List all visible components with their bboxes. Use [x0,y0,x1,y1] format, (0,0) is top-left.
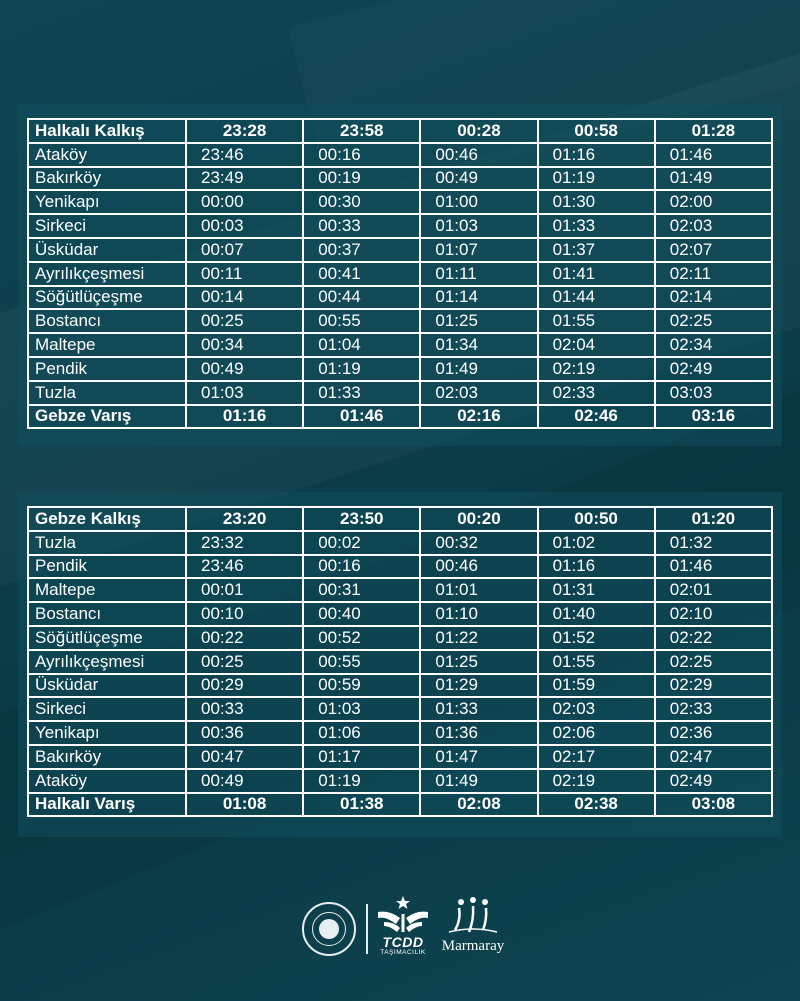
time-cell: 02:10 [655,602,772,626]
time-cell: 01:31 [538,578,655,602]
tcdd-subtitle: TAŞIMACILIK [380,949,426,956]
station-row [28,214,772,238]
time-cell: 00:41 [303,262,420,286]
time-cell: 23:46 [186,143,303,167]
time-cell: 00:14 [186,286,303,310]
time-cell: 02:49 [655,769,772,793]
station-row [28,309,772,333]
tcdd-emblem-icon [374,894,432,934]
marmaray-emblem-icon [443,896,503,936]
time-cell: 01:03 [303,697,420,721]
time-cell: 01:16 [538,555,655,579]
logo-divider [366,904,368,954]
station-row [28,167,772,191]
station-row [28,286,772,310]
time-cell: 00:44 [303,286,420,310]
station-row [28,238,772,262]
time-cell: 23:50 [303,507,420,531]
time-cell: 00:32 [420,531,537,555]
time-cell: 00:55 [303,650,420,674]
time-cell: 03:08 [655,793,772,817]
station-row [28,697,772,721]
departure-row [28,507,772,531]
station-name-cell: Söğütlüçeşme [28,286,186,310]
time-cell: 01:08 [186,793,303,817]
time-cell: 01:22 [420,626,537,650]
time-cell: 01:33 [420,697,537,721]
time-cell: 02:01 [655,578,772,602]
time-cell: 00:03 [186,214,303,238]
time-cell: 00:25 [186,309,303,333]
time-cell: 00:49 [186,357,303,381]
station-name-cell: Bostancı [28,602,186,626]
time-cell: 00:16 [303,143,420,167]
time-cell: 01:40 [538,602,655,626]
station-name-cell: Tuzla [28,381,186,405]
time-cell: 00:36 [186,721,303,745]
station-name-cell: Söğütlüçeşme [28,626,186,650]
time-cell: 01:03 [186,381,303,405]
time-cell: 01:59 [538,674,655,698]
time-cell: 01:20 [655,507,772,531]
time-cell: 02:00 [655,190,772,214]
time-cell: 01:38 [303,793,420,817]
time-cell: 00:30 [303,190,420,214]
time-cell: 23:46 [186,555,303,579]
time-cell: 01:34 [420,333,537,357]
timetable-body [28,507,772,816]
station-row [28,190,772,214]
time-cell: 01:29 [420,674,537,698]
time-cell: 02:04 [538,333,655,357]
time-cell: 01:11 [420,262,537,286]
time-cell: 02:17 [538,745,655,769]
arrival-row [28,793,772,817]
time-cell: 02:36 [655,721,772,745]
time-cell: 01:52 [538,626,655,650]
time-cell: 01:47 [420,745,537,769]
station-row [28,555,772,579]
time-cell: 01:19 [303,357,420,381]
time-cell: 01:36 [420,721,537,745]
station-name-cell: Üsküdar [28,674,186,698]
footer-logos [300,888,510,968]
time-cell: 01:00 [420,190,537,214]
time-cell: 01:19 [538,167,655,191]
station-name-cell: Ataköy [28,143,186,167]
time-cell: 00:49 [420,167,537,191]
station-row [28,650,772,674]
time-cell: 02:34 [655,333,772,357]
time-cell: 00:46 [420,143,537,167]
time-cell: 01:49 [655,167,772,191]
time-cell: 00:59 [303,674,420,698]
time-cell: 01:16 [538,143,655,167]
time-cell: 01:28 [655,119,772,143]
time-cell: 00:25 [186,650,303,674]
station-name-cell: Sirkeci [28,214,186,238]
time-cell: 02:49 [655,357,772,381]
station-row [28,357,772,381]
time-cell: 02:46 [538,405,655,429]
station-name-cell: Bakırköy [28,167,186,191]
time-cell: 01:33 [303,381,420,405]
time-cell: 02:08 [420,793,537,817]
ministry-seal-icon [302,902,356,956]
time-cell: 01:30 [538,190,655,214]
time-cell: 02:19 [538,357,655,381]
time-cell: 01:06 [303,721,420,745]
time-cell: 01:02 [538,531,655,555]
station-row [28,143,772,167]
time-cell: 02:14 [655,286,772,310]
time-cell: 02:25 [655,309,772,333]
time-cell: 00:34 [186,333,303,357]
marmaray-logo [436,896,510,966]
time-cell: 00:33 [303,214,420,238]
tcdd-name: TCDD [382,934,424,950]
time-cell: 01:46 [303,405,420,429]
time-cell: 01:04 [303,333,420,357]
station-row [28,745,772,769]
time-cell: 02:03 [420,381,537,405]
station-name-cell: Tuzla [28,531,186,555]
arrival-row [28,405,772,429]
time-cell: 00:58 [538,119,655,143]
station-name-cell: Halkalı Kalkış [28,119,186,143]
time-cell: 00:01 [186,578,303,602]
time-cell: 01:17 [303,745,420,769]
station-row [28,381,772,405]
time-cell: 00:40 [303,602,420,626]
time-cell: 01:49 [420,357,537,381]
time-cell: 00:07 [186,238,303,262]
time-cell: 01:55 [538,650,655,674]
station-name-cell: Pendik [28,357,186,381]
time-cell: 01:44 [538,286,655,310]
time-cell: 02:11 [655,262,772,286]
time-cell: 02:47 [655,745,772,769]
time-cell: 02:16 [420,405,537,429]
station-name-cell: Ayrılıkçeşmesi [28,650,186,674]
station-name-cell: Ayrılıkçeşmesi [28,262,186,286]
station-name-cell: Gebze Kalkış [28,507,186,531]
time-cell: 00:49 [186,769,303,793]
time-cell: 23:49 [186,167,303,191]
timetable-halkali-to-gebze [27,118,773,429]
time-cell: 00:46 [420,555,537,579]
station-name-cell: Üsküdar [28,238,186,262]
time-cell: 00:52 [303,626,420,650]
station-name-cell: Yenikapı [28,721,186,745]
time-cell: 01:25 [420,309,537,333]
time-cell: 01:10 [420,602,537,626]
tcdd-logo [370,894,436,968]
time-cell: 01:55 [538,309,655,333]
station-row [28,333,772,357]
time-cell: 01:14 [420,286,537,310]
station-row [28,674,772,698]
time-cell: 01:46 [655,555,772,579]
station-name-cell: Maltepe [28,333,186,357]
time-cell: 00:02 [303,531,420,555]
time-cell: 02:33 [538,381,655,405]
time-cell: 00:28 [420,119,537,143]
time-cell: 01:19 [303,769,420,793]
time-cell: 00:55 [303,309,420,333]
time-cell: 01:03 [420,214,537,238]
time-cell: 23:32 [186,531,303,555]
time-cell: 01:41 [538,262,655,286]
station-row [28,721,772,745]
time-cell: 01:37 [538,238,655,262]
station-row [28,769,772,793]
time-cell: 00:33 [186,697,303,721]
time-cell: 02:38 [538,793,655,817]
station-name-cell: Gebze Varış [28,405,186,429]
time-cell: 23:58 [303,119,420,143]
departure-row [28,119,772,143]
time-cell: 01:25 [420,650,537,674]
time-cell: 00:11 [186,262,303,286]
station-name-cell: Pendik [28,555,186,579]
station-name-cell: Yenikapı [28,190,186,214]
time-cell: 00:47 [186,745,303,769]
station-name-cell: Bostancı [28,309,186,333]
time-cell: 23:28 [186,119,303,143]
time-cell: 02:07 [655,238,772,262]
station-name-cell: Maltepe [28,578,186,602]
time-cell: 02:25 [655,650,772,674]
time-cell: 01:46 [655,143,772,167]
time-cell: 00:50 [538,507,655,531]
time-cell: 02:06 [538,721,655,745]
station-name-cell: Sirkeci [28,697,186,721]
time-cell: 00:16 [303,555,420,579]
time-cell: 02:22 [655,626,772,650]
station-row [28,626,772,650]
time-cell: 02:29 [655,674,772,698]
time-cell: 01:16 [186,405,303,429]
station-name-cell: Ataköy [28,769,186,793]
time-cell: 00:31 [303,578,420,602]
time-cell: 02:03 [538,697,655,721]
time-cell: 00:20 [420,507,537,531]
station-name-cell: Bakırköy [28,745,186,769]
time-cell: 00:00 [186,190,303,214]
time-cell: 01:33 [538,214,655,238]
station-row [28,602,772,626]
time-cell: 23:20 [186,507,303,531]
time-cell: 00:22 [186,626,303,650]
station-name-cell: Halkalı Varış [28,793,186,817]
time-cell: 02:33 [655,697,772,721]
time-cell: 00:37 [303,238,420,262]
time-cell: 03:03 [655,381,772,405]
time-cell: 00:19 [303,167,420,191]
station-row [28,262,772,286]
time-cell: 01:49 [420,769,537,793]
time-cell: 02:03 [655,214,772,238]
time-cell: 01:01 [420,578,537,602]
time-cell: 01:07 [420,238,537,262]
time-cell: 03:16 [655,405,772,429]
station-row [28,531,772,555]
timetable-gebze-to-halkali [27,506,773,817]
time-cell: 02:19 [538,769,655,793]
station-row [28,578,772,602]
time-cell: 00:10 [186,602,303,626]
marmaray-name: Marmaray [441,938,505,954]
timetable-body [28,119,772,428]
time-cell: 00:29 [186,674,303,698]
time-cell: 01:32 [655,531,772,555]
